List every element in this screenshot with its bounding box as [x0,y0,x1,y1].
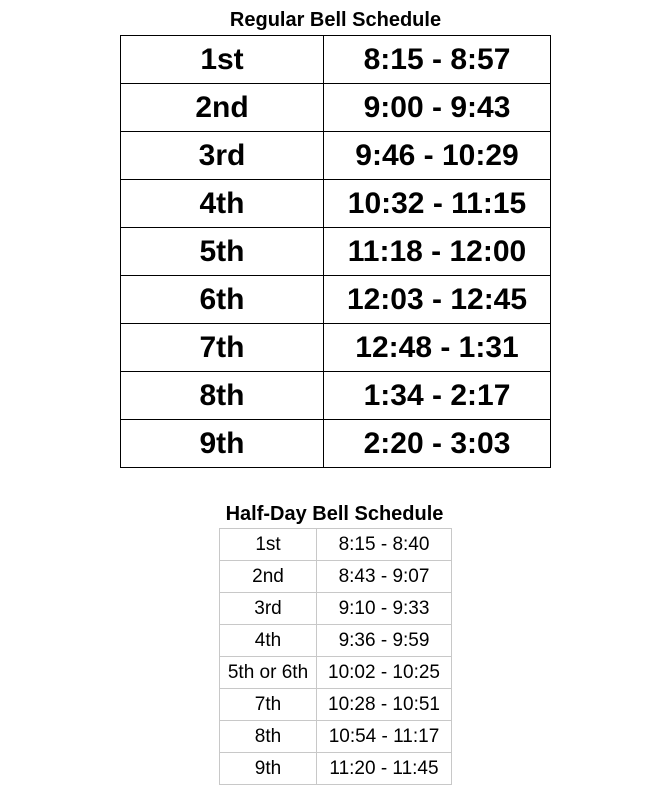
period-cell: 3rd [220,593,317,625]
time-cell: 9:46 - 10:29 [324,132,551,180]
table-row [121,324,551,372]
period-cell: 2nd [220,561,317,593]
table-row [220,625,452,657]
time-cell: 10:28 - 10:51 [317,689,452,721]
table-row [121,36,551,84]
time-cell: 11:18 - 12:00 [324,228,551,276]
table-row [220,593,452,625]
table-row [220,721,452,753]
period-cell: 7th [121,324,324,372]
period-cell: 9th [220,753,317,785]
period-cell: 1st [220,529,317,561]
period-cell: 4th [220,625,317,657]
table-row [121,420,551,468]
period-cell: 8th [220,721,317,753]
period-cell: 5th [121,228,324,276]
time-cell: 8:15 - 8:57 [324,36,551,84]
table-row [220,529,452,561]
time-cell: 1:34 - 2:17 [324,372,551,420]
period-cell: 8th [121,372,324,420]
table-row [121,132,551,180]
period-cell: 3rd [121,132,324,180]
table-row [121,84,551,132]
time-cell: 9:36 - 9:59 [317,625,452,657]
table-row [220,689,452,721]
time-cell: 11:20 - 11:45 [317,753,452,785]
regular-schedule-title: Regular Bell Schedule [229,9,442,31]
halfday-schedule-title: Half-Day Bell Schedule [225,503,444,525]
table-row [121,228,551,276]
table-row [121,276,551,324]
time-cell: 10:02 - 10:25 [317,657,452,689]
time-cell: 9:00 - 9:43 [324,84,551,132]
time-cell: 12:03 - 12:45 [324,276,551,324]
period-cell: 4th [121,180,324,228]
period-cell: 7th [220,689,317,721]
time-cell: 8:15 - 8:40 [317,529,452,561]
period-cell: 1st [121,36,324,84]
table-row [121,180,551,228]
period-cell: 6th [121,276,324,324]
period-cell: 5th or 6th [220,657,317,689]
time-cell: 12:48 - 1:31 [324,324,551,372]
table-row [220,561,452,593]
time-cell: 10:32 - 11:15 [324,180,551,228]
time-cell: 2:20 - 3:03 [324,420,551,468]
regular-schedule-table [120,35,551,468]
table-row [220,657,452,689]
time-cell: 10:54 - 11:17 [317,721,452,753]
table-row [121,372,551,420]
halfday-schedule-table [219,528,452,785]
period-cell: 9th [121,420,324,468]
period-cell: 2nd [121,84,324,132]
time-cell: 8:43 - 9:07 [317,561,452,593]
table-row [220,753,452,785]
time-cell: 9:10 - 9:33 [317,593,452,625]
